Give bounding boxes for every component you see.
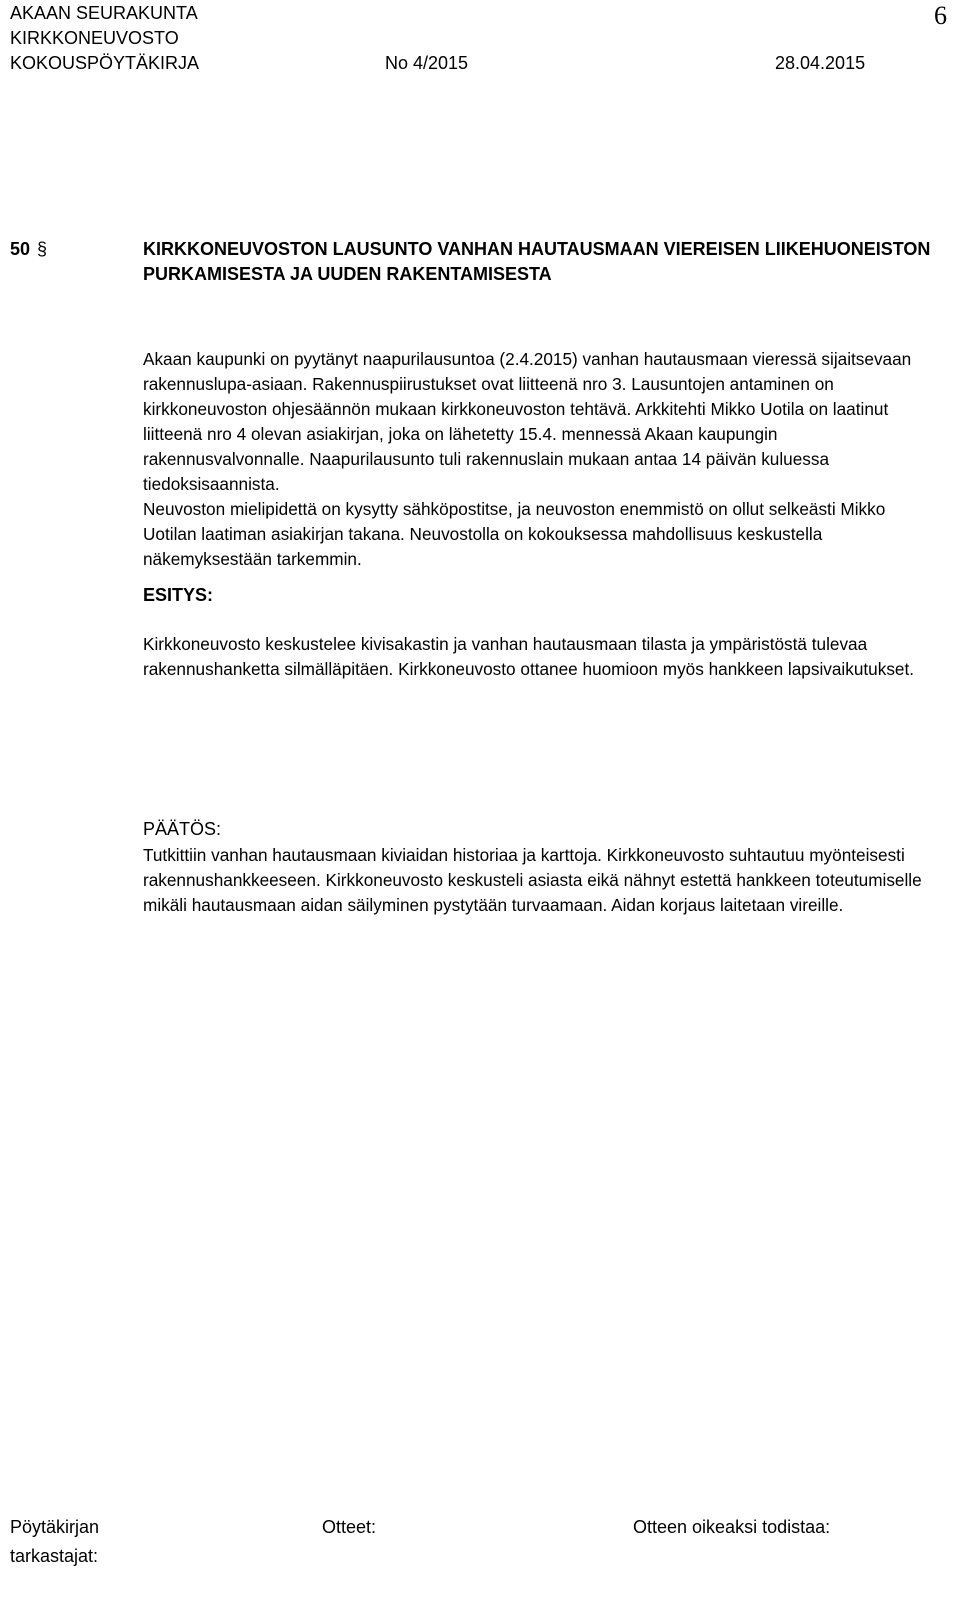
certified-label: Otteen oikeaksi todistaa: (633, 1517, 831, 1537)
page-number: 6 (934, 1, 947, 30)
section-mark: § (37, 239, 48, 259)
section-title: KIRKKONEUVOSTON LAUSUNTO VANHAN HAUTAUSMAAN VIEREISEN LIIKEHUONEISTON PURKAMISESTA JA UUDEN RAKENTAMISESTA (143, 239, 931, 284)
org-name: AKAAN SEURAKUNTA (10, 3, 198, 23)
intro-paragraph-2: Neuvoston mielipidettä on kysytty sähköpostitse, ja neuvoston enemmistö on ollut selkeästi Mikko Uotilan laatiman asiakirjan takana. Neuvostolla on kokouksessa mahdollisuus keskustella näkemyksestään tarkemmin. (143, 499, 886, 569)
proposal-label: ESITYS: (143, 585, 214, 605)
doc-date: 28.04.2015 (775, 53, 866, 73)
reviewers-label-line1: Pöytäkirjan (10, 1517, 100, 1537)
section-number: 50 (10, 239, 31, 259)
decision-text: Tutkittiin vanhan hautausmaan kiviaidan historiaa ja karttoja. Kirkkoneuvosto suhtautuu myönteisesti rakennushankkeeseen. Kirkkoneuvosto keskusteli asiasta eikä nähnyt estettä hankkeen toteutumiselle mikäli hautausmaan aidan säilyminen pystytään turvaamaan. Aidan korjaus laitetaan vireille. (143, 845, 922, 915)
org-unit: KIRKKONEUVOSTO (10, 28, 179, 48)
intro-paragraph-1: Akaan kaupunki on pyytänyt naapurilausuntoa (2.4.2015) vanhan hautausmaan vieressä sijaitsevaan rakennuslupa-asiaan. Rakennuspiirustukset ovat liitteenä nro 3. Lausuntojen antaminen on kirkkoneuvoston ohjesäännön mukaan kirkkoneuvoston tehtävä. Arkkitehti Mikko Uotila on laatinut liitteenä nro 4 olevan asiakirjan, joka on lähetetty 15.4. mennessä Akaan kaupungin rakennusvalvonnalle. Naapurilausunto tuli rakennuslain mukaan antaa 14 päivän kuluessa tiedoksisaannista. (143, 349, 912, 494)
doc-number: No 4/2015 (385, 53, 469, 73)
extracts-label: Otteet: (322, 1517, 377, 1537)
reviewers-label (10, 1513, 99, 1571)
doc-type: KOKOUSPÖYTÄKIRJA (10, 53, 200, 73)
intro-text (143, 347, 938, 572)
proposal-text: Kirkkoneuvosto keskustelee kivisakastin ja vanhan hautausmaan tilasta ja ympäristöstä tulevaa rakennushanketta silmälläpitäen. Kirkkoneuvosto ottanee huomioon myös hankkeen lapsivaikutukset. (143, 634, 915, 679)
decision-label: PÄÄTÖS: (143, 819, 222, 839)
reviewers-label-line2: tarkastajat: (10, 1546, 99, 1566)
